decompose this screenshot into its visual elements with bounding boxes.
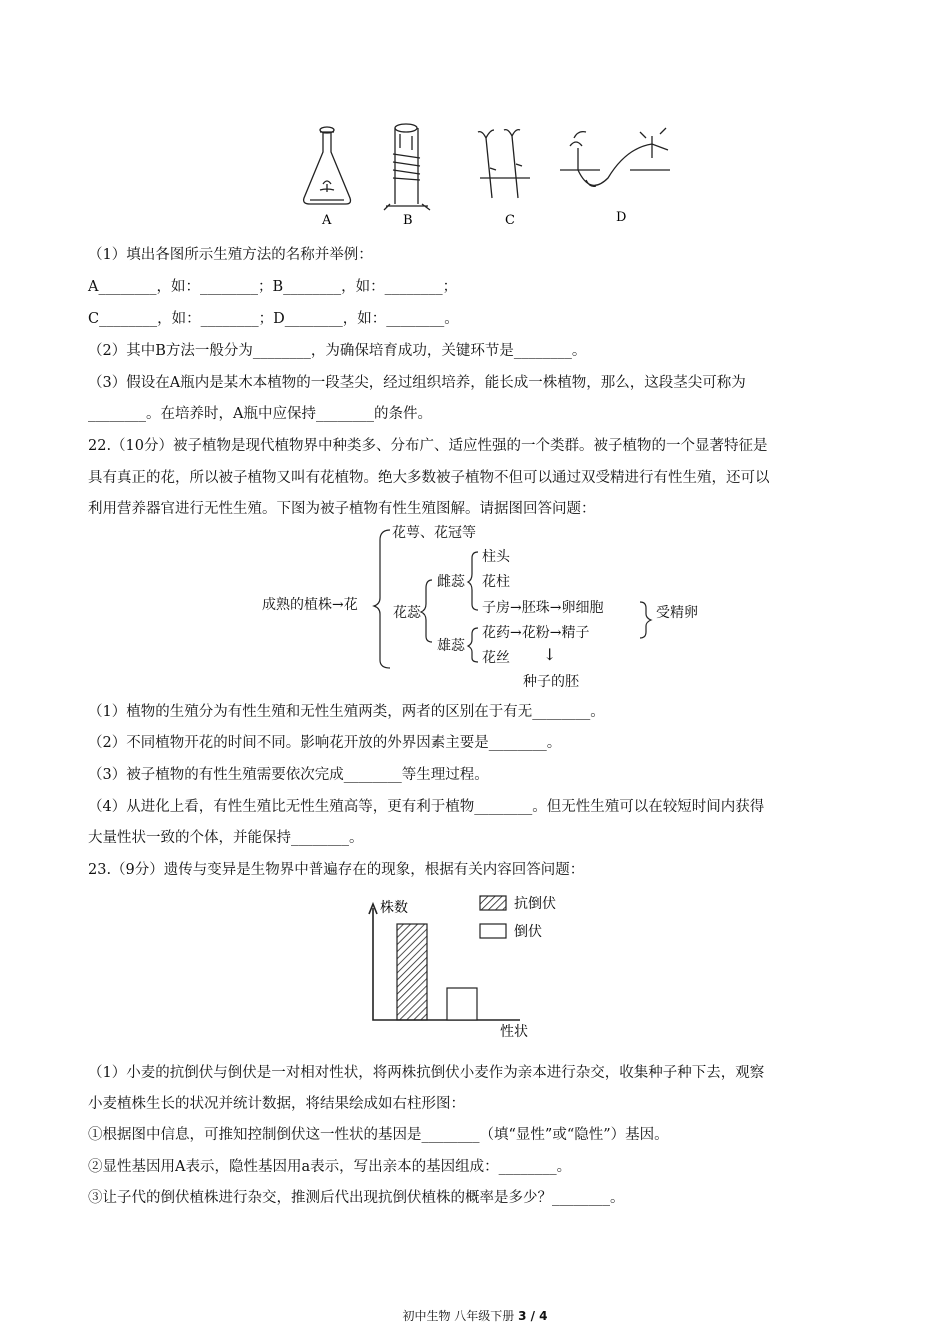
diagram-arrow-down: ↓ — [543, 645, 557, 664]
figure-label-d: D — [616, 210, 627, 225]
page-footer — [0, 1307, 950, 1324]
q23-intro: 23.（9分）遗传与变异是生物界中普遍存在的现象，根据有关内容回答问题： — [88, 862, 585, 878]
diagram-sepal: 花萼、花冠等 — [392, 525, 476, 541]
footer-page-number: 3 / 4 — [518, 1309, 548, 1323]
diagram-stamen: 雄蕊 — [437, 638, 465, 654]
q22-sub3: （3）被子植物的有性生殖需要依次完成________等生理过程。 — [88, 767, 489, 783]
diagram-pistil: 雌蕊 — [437, 574, 465, 590]
bar-lodging — [447, 988, 477, 1020]
diagram-style: 花柱 — [482, 574, 510, 590]
figure-label-b: B — [403, 213, 413, 228]
legend-label-lodging: 倒伏 — [514, 924, 542, 940]
legend-label-resistant: 抗倒伏 — [514, 896, 556, 912]
q23-question-b: ②显性基因用A表示，隐性基因用a表示，写出亲本的基因组成：________。 — [88, 1159, 572, 1175]
footer-text: 初中生物 八年级下册 — [402, 1309, 519, 1323]
q23-question-c: ③让子代的倒伏植株进行杂交，推测后代出现抗倒伏植株的概率是多少？________。 — [88, 1190, 625, 1206]
figure-label-a: A — [322, 213, 332, 228]
q22-sub1: （1）植物的生殖分为有性生殖和无性生殖两类，两者的区别在于有无________。 — [88, 704, 605, 720]
diagram-fertilized-egg: 受精卵 — [656, 605, 698, 621]
q22-sub4-line2: 大量性状一致的个体，并能保持________。 — [88, 830, 364, 846]
q22-intro-line3: 利用营养器官进行无性生殖。下图为被子植物有性生殖图解。请据图回答问题： — [88, 501, 596, 517]
trait-bar-chart — [340, 888, 600, 1048]
q23-question-a: ①根据图中信息，可推知控制倒伏这一性状的基因是________（填“显性”或“隐性”）基因。 — [88, 1127, 669, 1143]
diagram-filament: 花丝 — [482, 650, 510, 666]
q21-part1: （1）填出各图所示生殖方法的名称并举例： — [88, 247, 373, 263]
figure-label-c: C — [505, 213, 515, 228]
diagram-ovary: 子房→胚珠→卵细胞 — [482, 600, 604, 616]
q22-intro-line2: 具有真正的花，所以被子植物又叫有花植物。绝大多数被子植物不但可以通过双受精进行有性生殖，还可以 — [88, 470, 770, 486]
diagram-embryo: 种子的胚 — [523, 674, 579, 690]
bar-resistant — [397, 924, 427, 1020]
q21-part2: （2）其中B方法一般分为________，为确保培育成功，关键环节是________。 — [88, 343, 587, 359]
diagram-stigma: 柱头 — [482, 549, 510, 565]
diagram-root: 成熟的植株→花 — [262, 597, 358, 613]
q21-part3-line1: （3）假设在A瓶内是某木本植物的一段茎尖，经过组织培养，能长成一株植物，那么，这段茎尖可称为 — [88, 375, 746, 391]
diagram-stamen-pistil: 花蕊 — [393, 605, 421, 621]
diagram-anther: 花药→花粉→精子 — [482, 625, 590, 641]
q22-intro-line1: 22.（10分）被子植物是现代植物界中种类多、分布广、适应性强的一个类群。被子植物的一个显著特征是 — [88, 438, 768, 454]
q21-part1-line1: A________，如：________；B________，如：________； — [88, 279, 458, 295]
chart-ylabel: 株数 — [380, 900, 408, 916]
chart-axes — [369, 904, 520, 1020]
q23-sub1-line2: 小麦植株生长的状况并统计数据，将结果绘成如右柱形图： — [88, 1096, 465, 1112]
q22-sub2: （2）不同植物开花的时间不同。影响花开放的外界因素主要是________。 — [88, 735, 562, 751]
q21-part1-line2: C________，如：________；D________，如：________。 — [88, 311, 459, 327]
q23-sub1-line1: （1）小麦的抗倒伏与倒伏是一对相对性状，将两株抗倒伏小麦作为亲本进行杂交，收集种子种下去，观察 — [88, 1065, 765, 1081]
legend-swatch-lodging — [480, 924, 506, 938]
legend-swatch-resistant — [480, 896, 506, 910]
q21-part3-line2: ________。在培养时，A瓶中应保持________的条件。 — [88, 406, 432, 422]
q22-sub4-line1: （4）从进化上看，有性生殖比无性生殖高等，更有利于植物________。但无性生殖可以在较短时间内获得 — [88, 799, 765, 815]
chart-xlabel: 性状 — [500, 1024, 528, 1040]
